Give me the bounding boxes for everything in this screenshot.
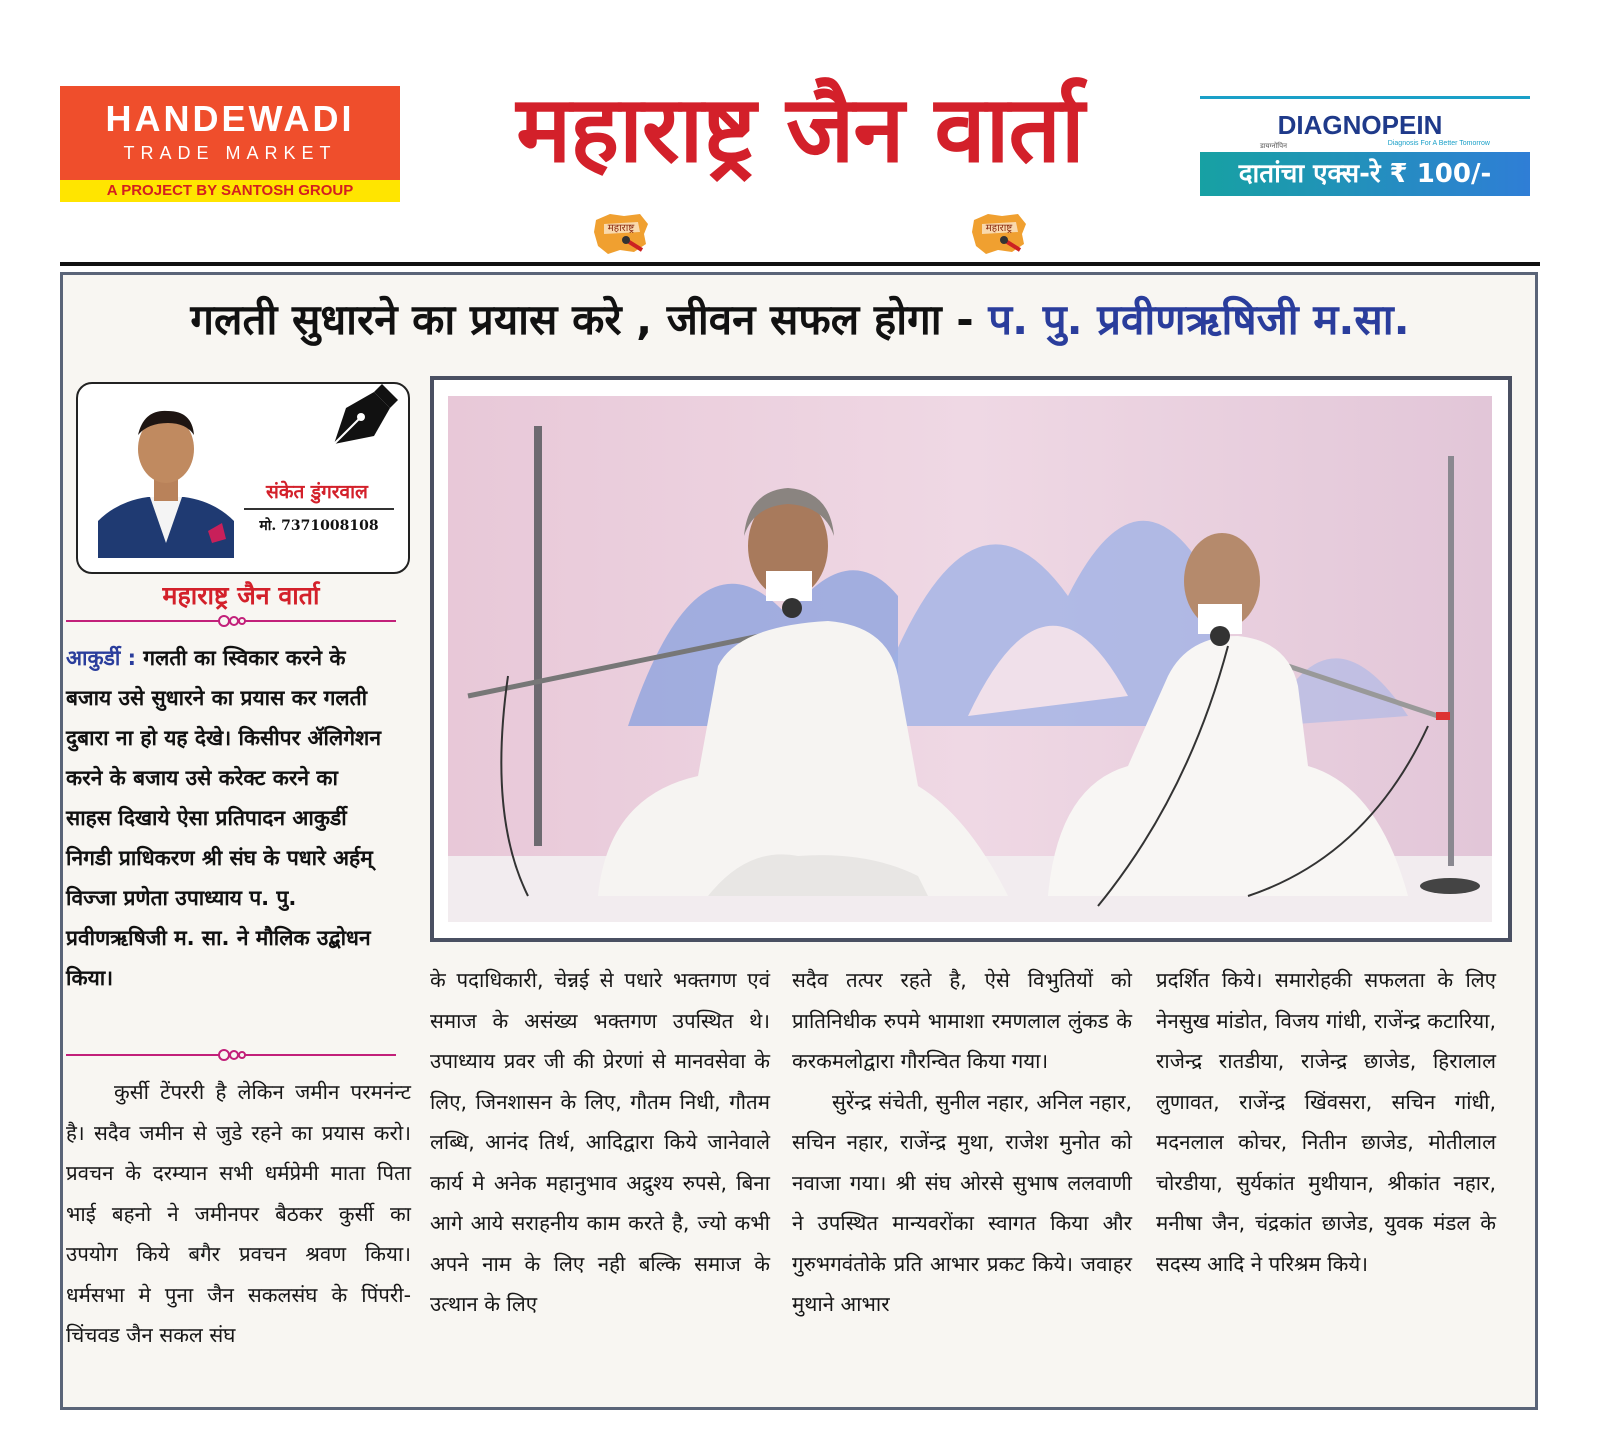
reporter-name: संकेत डुंगरवाल [266, 481, 368, 503]
article-column-1 [66, 1072, 411, 1356]
headline-main: गलती सुधारने का प्रयास करे , जीवन सफल होगा - [190, 295, 989, 344]
lead-paragraph [66, 638, 386, 998]
fountain-pen-icon [330, 382, 400, 452]
masthead-rule [60, 262, 1540, 266]
handewadi-ad [60, 86, 400, 202]
ad-offer: दातांचा एक्स-रे ₹ 100/- [1200, 152, 1530, 196]
reporter-photo [98, 393, 234, 558]
masthead-title: महाराष्ट्र जैन वार्ता [516, 76, 1084, 183]
ornament-divider [66, 1040, 396, 1070]
article-column-2 [430, 960, 770, 1325]
headline-speaker: प. पु. प्रवीणऋषिजी म.सा. [988, 295, 1410, 344]
logo-text: महाराष्ट्र [985, 223, 1013, 234]
diagnopein-ad [1200, 96, 1530, 201]
ad-brand-name: DIAGNOPEIN [1277, 110, 1443, 140]
article-column-4 [1156, 960, 1496, 1284]
ad-brand-name: HANDEWADI [105, 98, 355, 139]
maharashtra-map-logo-icon [590, 210, 652, 256]
news-photo [448, 396, 1492, 922]
ad-tagline: A PROJECT BY SANTOSH GROUP [60, 180, 400, 202]
lead-text: गलती का स्विकार करने के बजाय उसे सुधारने का प्रयास कर गलती दुबारा ना हो यह देखे। किसीपर ॲलिगेशन करने के बजाय उसे करेक्ट करने का साहस दिखाये ऐसा प्रतिपादन आकुर्डी निगडी प्राधिकरण श्री संघ के पधारे अर्हम् विज्जा प्रणेता उपाध्याय प. पु. प्रवीणऋषिजी म. सा. ने मौलिक उद्बोधन किया। [66, 646, 381, 990]
column-1-text: कुर्सी टेंपररी है लेकिन जमीन परमनंन्ट है। सदैव जमीन से जुडे रहने का प्रयास करो। प्रवचन के दरम्यान सभी धर्मप्रेमी माता पिता भाई बहनो ने जमीनपर बैठकर कुर्सी का उपयोग किये बगैर प्रवचन श्रवण किया। धर्मसभा मे पुना जैन सकलसंघ के पिंपरी- चिंचवड जैन सकल संघ [66, 1080, 411, 1347]
maharashtra-map-logo-icon [968, 210, 1030, 256]
ornament-divider [66, 606, 396, 636]
ad-brand-hindi: डायग्नोपिन [1260, 142, 1287, 150]
column-4-text: प्रदर्शित किये। समारोहकी सफलता के लिए नेनसुख मांडोत, विजय गांधी, राजेंन्द्र कटारिया, राजेन्द्र रातडीया, राजेन्द्र छाजेड, हिरालाल लुणावत, राजेंन्द्र खिंवसरा, सचिन गांधी, मदनलाल कोचर, नितीन छाजेड, मोतीलाल चोरडीया, सुर्यकांत मुथीयान, श्रीकांत नहार, मनीषा जैन, चंद्रकांत छाजेड, युवक मंडल के सदस्य आदि ने परिश्रम किये। [1156, 968, 1496, 1276]
column-2-text: के पदाधिकारी, चेन्नई से पधारे भक्तगण एवं समाज के असंख्य भक्तगण उपस्थित थे। उपाध्याय प्रवर जी की प्रेरणां से मानवसेवा के लिए, जिनशासन के लिए, गौतम निधी, गौतम लब्धि, आनंद तिर्थ, आदिद्वारा किये जानेवाले कार्य मे अनेक महानुभाव अद्रुश्य रुपसे, बिना आगे आये सराहनीय काम करते है, ज्यो कभी अपने नाम के लिए नही बल्कि समाज के उत्थान के लिए [430, 968, 770, 1316]
logo-text: महाराष्ट्र [607, 223, 635, 234]
article-headline [70, 285, 1530, 355]
article-column-3 [792, 960, 1132, 1325]
ad-tagline: Diagnosis For A Better Tomorrow [1387, 140, 1490, 147]
column-3-paragraph-1: सदैव तत्पर रहते है, ऐसे विभुतियों को प्रातिनिधीक रुपमे भामाशा रमणलाल लुंकड के करकमलोद्वारा गौरन्वित किया गया। [792, 968, 1132, 1073]
column-3-paragraph-2: सुरेंन्द्र संचेती, सुनील नहार, अनिल नहार, सचिन नहार, राजेंन्द्र मुथा, राजेश मुनोत को नवाजा गया। श्री संघ ओरसे सुभाष ललवाणी ने उपस्थित मान्यवरोंका स्वागत किया और गुरुभगवंतोके प्रति आभार प्रकट किये। जवाहर मुथाने आभार [792, 1089, 1132, 1316]
newspaper-brand-line: महाराष्ट्र जैन वार्ता [162, 581, 320, 610]
ad-subtitle: TRADE MARKET [123, 143, 337, 163]
reporter-phone: मो. 7371008108 [259, 518, 379, 534]
dateline-place: आकुर्डी : [66, 646, 144, 670]
ad-top-bar [1200, 96, 1530, 99]
reporter-name-rule [244, 508, 394, 510]
